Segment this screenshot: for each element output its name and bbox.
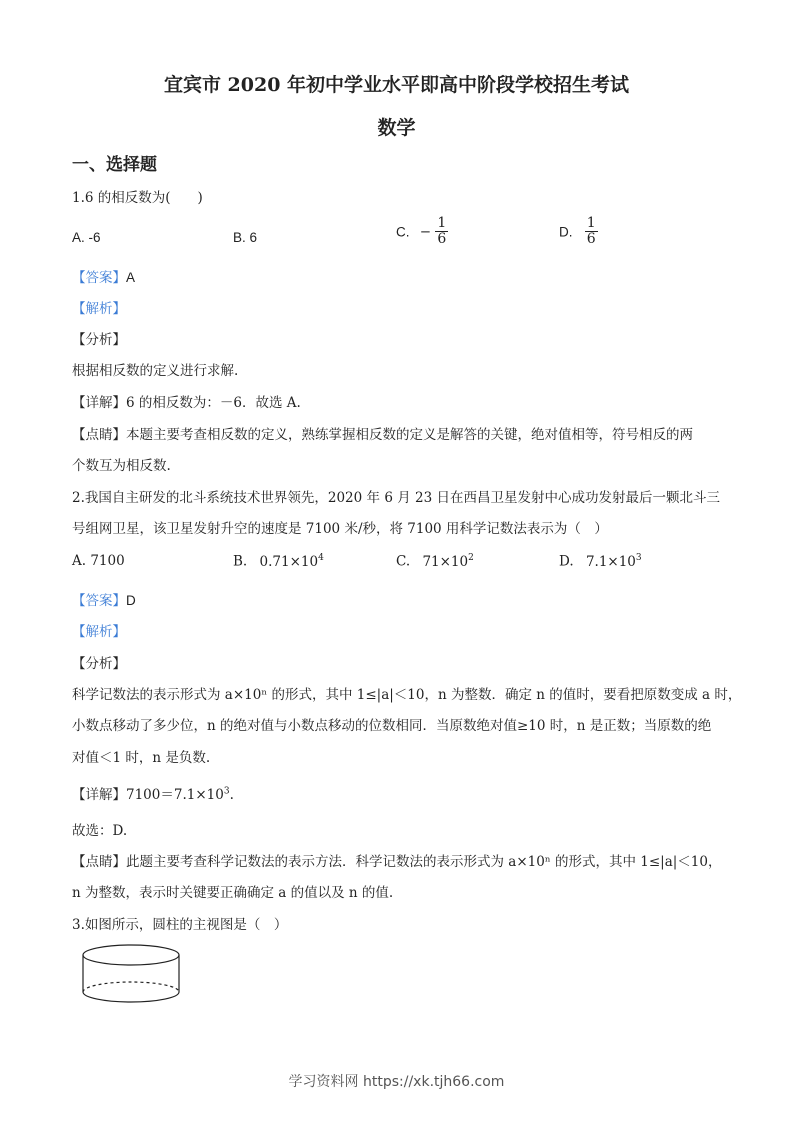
q2-option-d-label: D.: [559, 553, 574, 570]
q1-option-c-numerator: 1: [437, 215, 447, 231]
q1-option-c-denominator: 6: [437, 231, 447, 248]
q2-option-c-exponent: 2: [468, 553, 474, 563]
q1-option-c-sign: −: [419, 223, 432, 240]
q1-option-c-fraction: [435, 216, 448, 248]
document-title: 宜宾市 2020 年初中学业水平即高中阶段学校招生考试: [163, 74, 630, 96]
section-heading: 一、选择题: [72, 155, 157, 175]
q1-option-d-label: D.: [559, 224, 573, 240]
q1-answer: [72, 266, 135, 286]
q1-answer-value: A: [126, 270, 136, 285]
q2-option-c: [396, 553, 474, 570]
q1-option-d-numerator: 1: [586, 215, 596, 231]
q1-dianjing-line2: 个数互为相反数.: [72, 458, 171, 474]
cylinder-top-ellipse: [83, 945, 179, 965]
q2-stem-line2: 号组网卫星，该卫星发射升空的速度是 7100 米/秒，将 7100 用科学记数法表示为（ ）: [72, 521, 608, 537]
q2-detail-prefix: 【详解】7100＝: [72, 787, 174, 803]
cylinder-bottom-hidden-arc: [83, 982, 179, 992]
q1-detail: 【详解】6 的相反数为：－6．故选 A.: [72, 395, 301, 411]
footer-watermark[interactable]: 学习资料网 https://xk.tjh66.com: [288, 1074, 505, 1090]
q2-option-b-base: 0.71×10: [259, 553, 319, 570]
q1-option-d: [559, 216, 598, 248]
q2-option-b-exponent: 4: [318, 553, 324, 563]
q2-answer-tag: 【答案】: [72, 593, 126, 609]
q2-option-d-exponent: 3: [635, 553, 642, 563]
q2-option-c-label: C.: [396, 553, 411, 570]
q2-detail: [72, 783, 234, 803]
q1-stem: 1.6 的相反数为( ): [72, 190, 203, 206]
q1-option-a: A. -6: [72, 230, 101, 245]
q2-detail-suffix: .: [229, 787, 234, 803]
q2-fenxi-line2: 小数点移动了多少位，n 的绝对值与小数点移动的位数相同．当原数绝对值≥10 时，n 是正数；当原数的绝: [72, 718, 712, 734]
q1-fenxi-text: 根据相反数的定义进行求解.: [72, 363, 239, 379]
cylinder-bottom-front-arc: [83, 992, 179, 1002]
q2-option-d-base: 7.1×10: [585, 553, 636, 570]
q1-option-c-label: C.: [396, 224, 410, 240]
q2-option-d: [559, 553, 642, 570]
q1-answer-tag: 【答案】: [72, 270, 126, 286]
q1-option-c: [396, 216, 448, 248]
cylinder-figure: [76, 940, 186, 1012]
q2-option-a: A. 7100: [72, 553, 125, 569]
q2-choose: 故选：D.: [72, 823, 128, 839]
q3-stem: 3.如图所示，圆柱的主视图是（ ）: [72, 917, 288, 933]
q1-option-d-fraction: [585, 216, 598, 248]
q1-option-d-denominator: 6: [586, 231, 596, 248]
q2-option-c-base: 71×10: [422, 553, 469, 570]
q2-analysis-tag: 【解析】: [72, 624, 126, 640]
q1-fenxi-tag: 【分析】: [72, 332, 126, 348]
q2-answer-value: D: [126, 593, 136, 608]
q2-dianjing-line2: n 为整数，表示时关键要正确确定 a 的值以及 n 的值.: [72, 885, 394, 901]
q1-dianjing-line1: 【点睛】本题主要考查相反数的定义，熟练掌握相反数的定义是解答的关键，绝对值相等，符号相反的两: [72, 427, 693, 443]
q2-detail-exponent: 3: [223, 786, 230, 797]
q1-option-b: B. 6: [233, 230, 258, 245]
q2-detail-base: 7.1×10: [173, 787, 224, 803]
q2-fenxi-tag: 【分析】: [72, 656, 126, 672]
q2-dianjing-line1: 【点睛】此题主要考查科学记数法的表示方法．科学记数法的表示形式为 a×10ⁿ 的形式，其中 1≤|a|＜10，: [72, 854, 722, 870]
q1-analysis-tag: 【解析】: [72, 301, 126, 317]
q2-option-b: [233, 553, 324, 570]
q2-fenxi-line3: 对值＜1 时，n 是负数.: [72, 750, 211, 766]
q2-stem-line1: 2.我国自主研发的北斗系统技术世界领先，2020 年 6 月 23 日在西昌卫星发射中心成功发射最后一颗北斗三: [72, 490, 720, 506]
subject-title: 数学: [377, 117, 416, 139]
q2-answer: [72, 589, 136, 609]
q2-option-b-label: B.: [233, 553, 248, 570]
q2-fenxi-line1: 科学记数法的表示形式为 a×10ⁿ 的形式，其中 1≤|a|＜10，n 为整数．确定 n 的值时，要看把原数变成 a 时，: [72, 687, 742, 703]
